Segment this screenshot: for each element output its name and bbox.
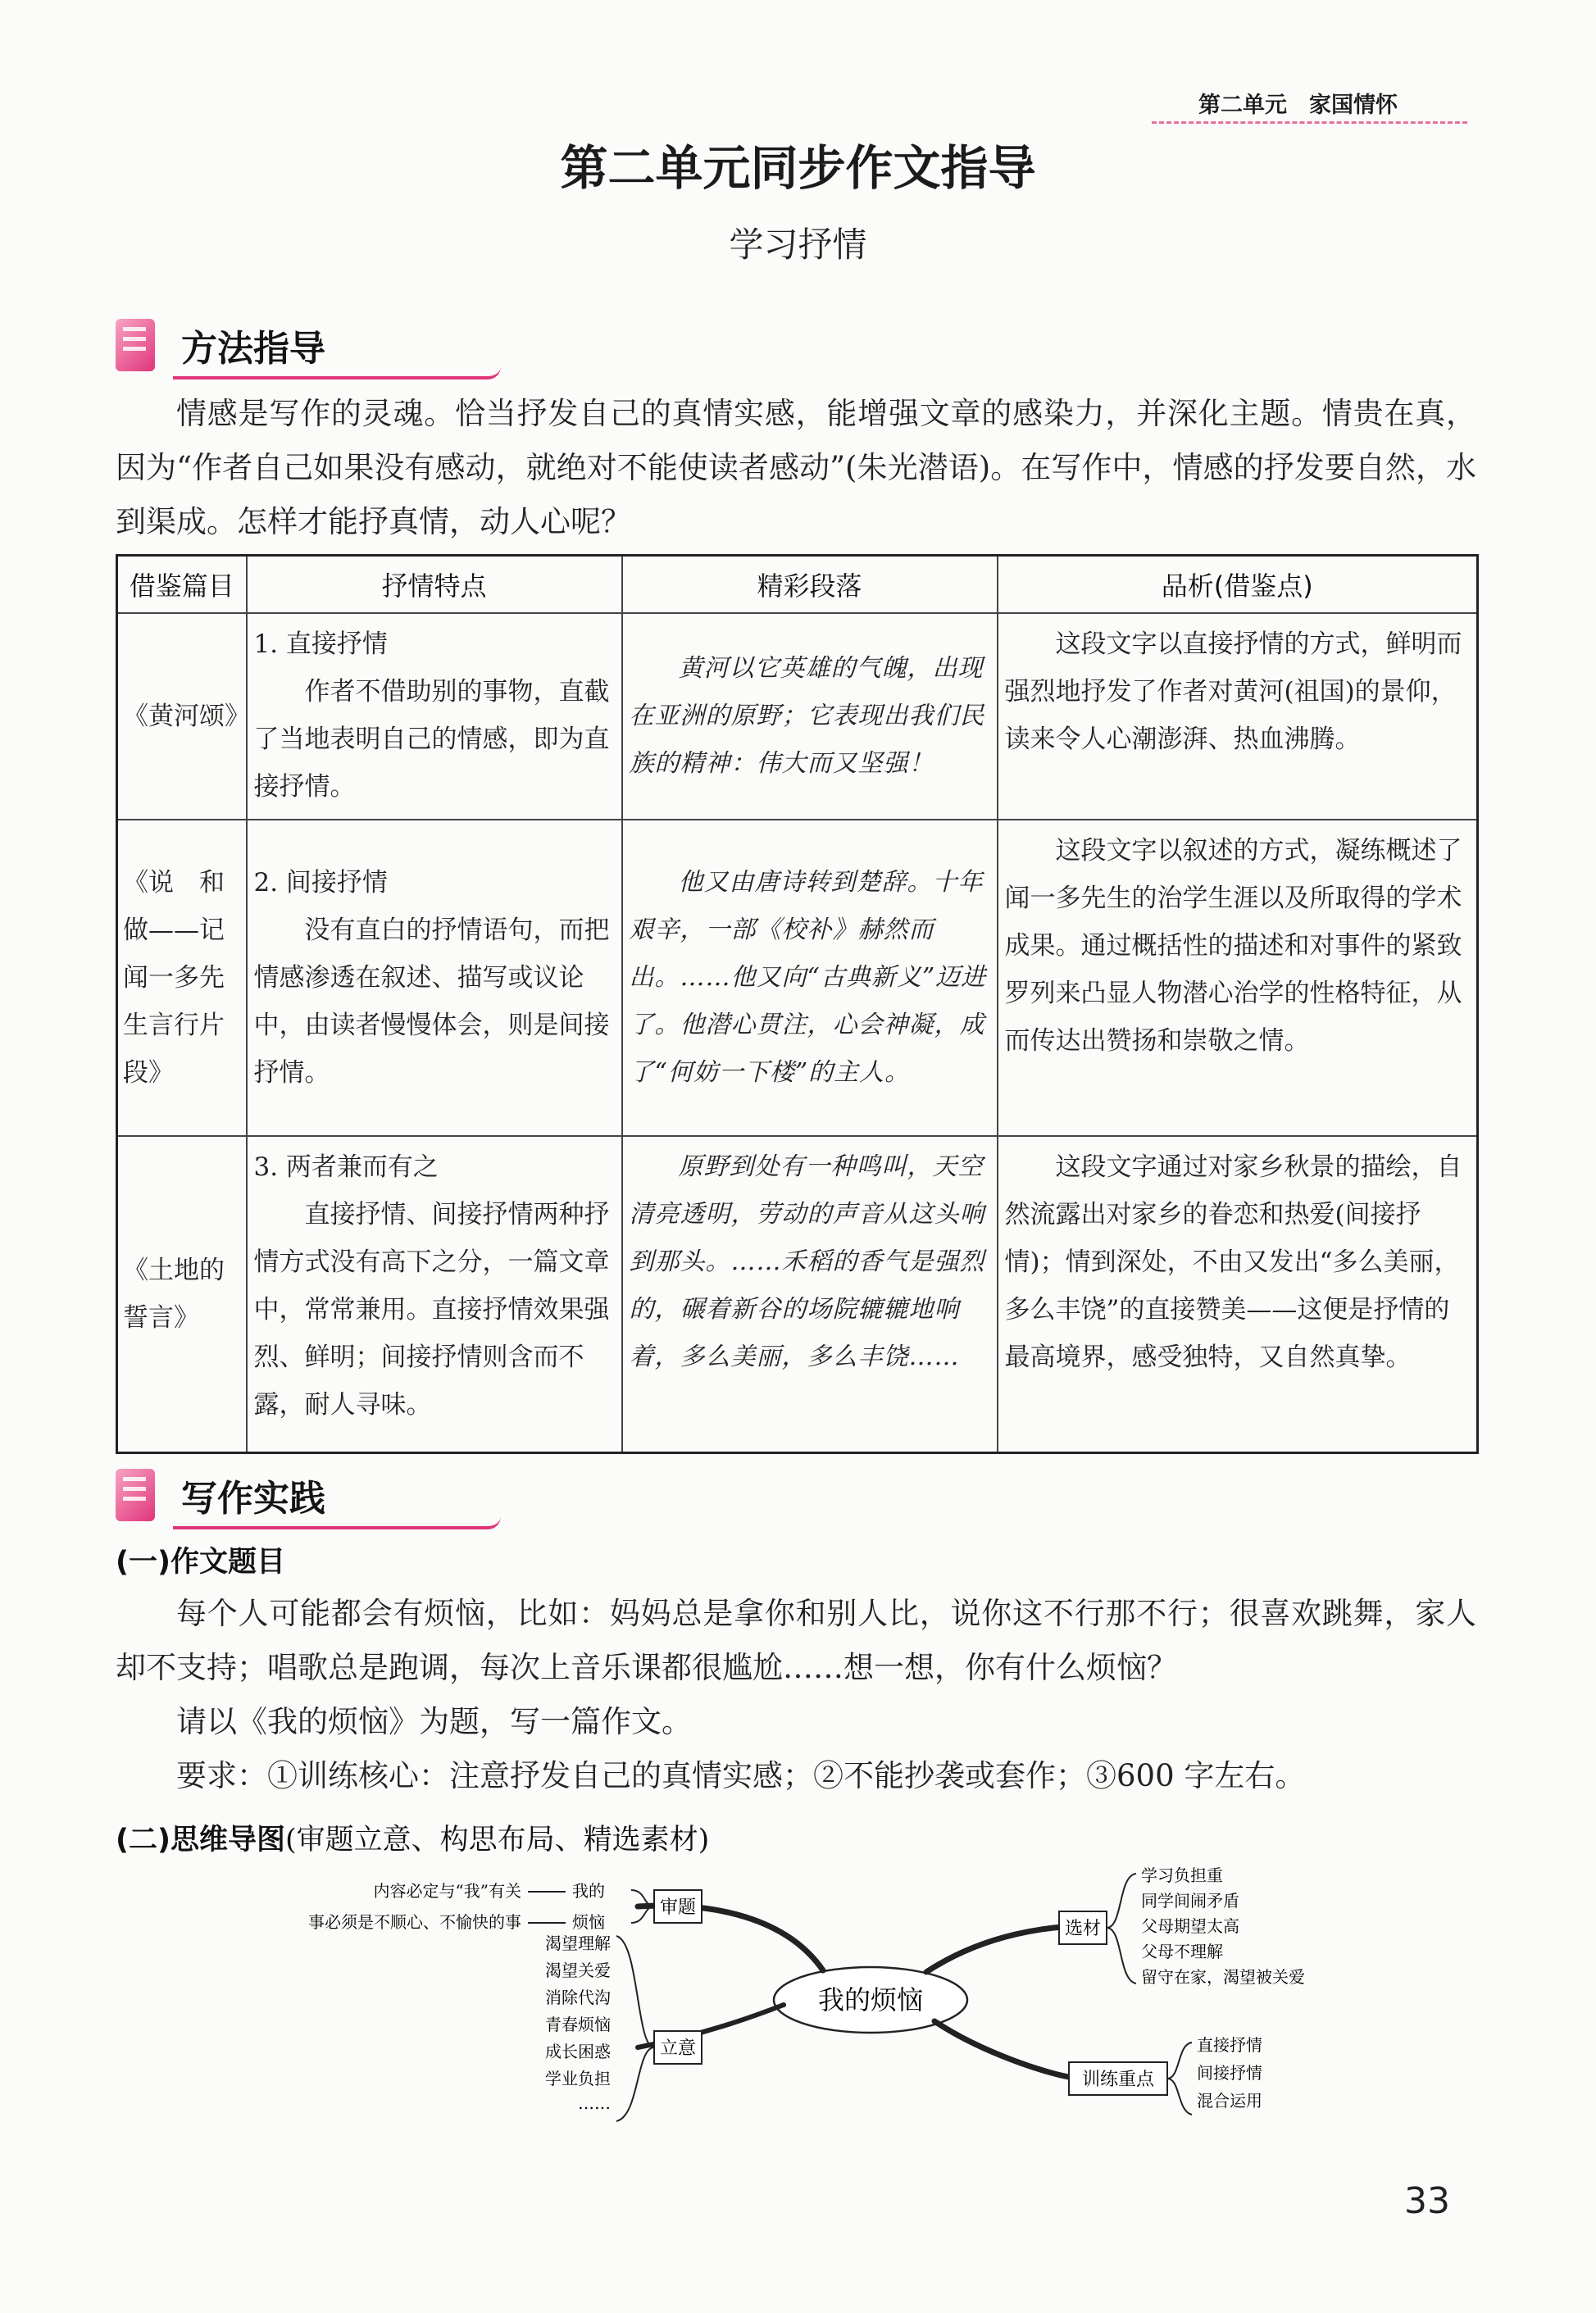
column-header: 借鉴篇目 [117,556,247,614]
feature-title: 1. 直接抒情 [253,629,388,659]
mindmap-title: (二)思维导图 [116,1824,285,1856]
shenti-desc: 内容必定与“我”有关 [373,1881,521,1901]
excerpt-cell [622,820,998,1136]
liyi-item: 成长困惑 [545,2042,611,2061]
feature-cell [247,613,622,820]
analysis-cell [998,613,1478,820]
page-title: 第二单元同步作文指导 [560,140,1036,196]
analysis-text: 这段文字通过对家乡秋景的描绘，自然流露出对家乡的眷恋和热爱(间接抒情)；情到深处，不由又发出“多么美丽，多么丰饶”的直接赞美——这便是抒情的最高境界，感受独特，又自然真挚。 [1004,1152,1462,1372]
table-row [117,1136,1478,1452]
page-number: 33 [1404,2180,1450,2222]
section-title-method: 方法指导 [181,328,325,370]
branch-xunlian [934,2021,1069,2077]
article-name: 《黄河颂》 [117,613,247,820]
subheading-mindmap [116,1817,709,1858]
feature-desc: 没有直白的抒情语句，而把情感渗透在叙述、描写或议论中，由读者慢慢体会，则是间接抒情。 [253,916,610,1088]
prompt-paragraph [116,1587,1476,1803]
feature-title: 2. 间接抒情 [253,868,388,897]
node-label: 选材 [1064,1919,1102,1939]
shenti-key: 我的 [572,1881,605,1901]
mind-map-diagram [197,1861,1394,2139]
liyi-item: 学业负担 [545,2069,611,2088]
section-title-practice: 写作实践 [181,1478,325,1520]
liyi-item: …… [578,2093,611,2113]
liyi-item: 渴望理解 [545,1934,611,1953]
feature-cell [247,1136,622,1452]
running-header: 第二单元 家国情怀 [1198,93,1398,118]
column-header: 精彩段落 [622,556,998,614]
liyi-item: 青春烦恼 [545,2015,611,2034]
article-name: 《土地的誓言》 [117,1136,247,1452]
node-label: 立意 [659,2038,697,2059]
page-subtitle: 学习抒情 [729,225,867,265]
liyi-item: 渴望关爱 [545,1961,611,1980]
section-heading-method [116,316,525,379]
analysis-text: 这段文字以叙述的方式，凝练概述了闻一多先生的治学生涯以及所取得的学术成果。通过概括性的描述和对事件的紧致罗列来凸显人物潜心治学的性格特征，从而传达出赞扬和崇敬之情。 [1004,836,1462,1056]
feature-desc: 作者不借助别的事物，直截了当地表明自己的情感，即为直接抒情。 [253,677,610,802]
excerpt-text: 他又由唐诗转到楚辞。十年艰辛，一部《校补》赫然而出。……他又向“古典新义”迈进了。他潜心贯注，心会神凝，成了“何妨一下楼”的主人。 [629,868,987,1087]
xunlian-item: 混合运用 [1197,2091,1262,2111]
intro-paragraph [116,387,1476,549]
mindmap-center-label: 我的烦恼 [817,1984,924,2015]
analysis-cell [998,820,1478,1136]
intro-text: 情感是写作的灵魂。恰当抒发自己的真情实感，能增强文章的感染力，并深化主题。情贵在真，因为“作者自己如果没有感动，就绝对不能使读者感动”(朱光潜语)。在写作中，情感的抒发要自然，水到渠成。怎样才能抒真情，动人心呢？ [116,396,1476,539]
subheading-topic: (一)作文题目 [116,1546,285,1579]
xuancai-item: 学习负担重 [1141,1865,1223,1885]
column-header: 品析(借鉴点) [998,556,1478,614]
feature-desc: 直接抒情、间接抒情两种抒情方式没有高下之分，一篇文章中，常常兼用。直接抒情效果强烈、鲜明；间接抒情则含而不露，耐人寻味。 [253,1200,610,1420]
excerpt-text: 黄河以它英雄的气魄，出现在亚洲的原野；它表现出我们民族的精神：伟大而又坚强！ [629,654,985,778]
excerpt-text: 原野到处有一种鸣叫，天空清亮透明，劳动的声音从这头响到那头。……禾稻的香气是强烈的，碾着新谷的场院辘辘地响着，多么美丽，多么丰饶…… [629,1152,985,1371]
table-header-row [117,556,1478,614]
xuancai-item: 留守在家，渴望被关爱 [1141,1967,1305,1987]
pen-icon [116,1469,155,1521]
node-label: 审题 [659,1897,697,1918]
xuancai-item: 父母不理解 [1141,1942,1223,1961]
feature-title: 3. 两者兼而有之 [253,1152,439,1182]
analysis-cell [998,1136,1478,1452]
section-underline [173,366,501,379]
prompt-text: 每个人可能都会有烦恼，比如：妈妈总是拿你和别人比，说你这不行那不行；很喜欢跳舞，家人却不支持；唱歌总是跑调，每次上音乐课都很尴尬……想一想，你有什么烦恼？ [116,1596,1476,1685]
xunlian-item: 间接抒情 [1197,2063,1262,2083]
book-icon [116,319,155,371]
article-name: 《说 和做——记闻一多先生言行片段》 [117,820,247,1136]
shenti-key: 烦恼 [572,1912,605,1932]
table-row [117,820,1478,1136]
mindmap-note: (审题立意、构思布局、精选素材) [285,1824,710,1856]
node-label: 训练重点 [1081,2070,1155,2090]
liyi-item: 消除代沟 [545,1988,611,2007]
reference-table [116,554,1479,1454]
analysis-text: 这段文字以直接抒情的方式，鲜明而强烈地抒发了作者对黄河(祖国)的景仰，读来令人心潮澎湃、热血沸腾。 [1004,629,1462,754]
xuancai-item: 同学间闹矛盾 [1141,1891,1239,1911]
shenti-desc: 事必须是不顺心、不愉快的事 [308,1912,521,1932]
section-underline [173,1516,501,1529]
header-dashed-line [1152,121,1467,124]
excerpt-cell [622,1136,998,1452]
excerpt-cell [622,613,998,820]
xuancai-item: 父母期望太高 [1141,1916,1239,1936]
section-heading-practice [116,1466,525,1529]
column-header: 抒情特点 [247,556,622,614]
requirements-text: 要求：①训练核心：注意抒发自己的真情实感；②不能抄袭或套作；③600 字左右。 [176,1758,1306,1793]
instruction-text: 请以《我的烦恼》为题，写一篇作文。 [176,1704,692,1739]
xunlian-item: 直接抒情 [1197,2035,1262,2055]
table-row [117,613,1478,820]
feature-cell [247,820,622,1136]
